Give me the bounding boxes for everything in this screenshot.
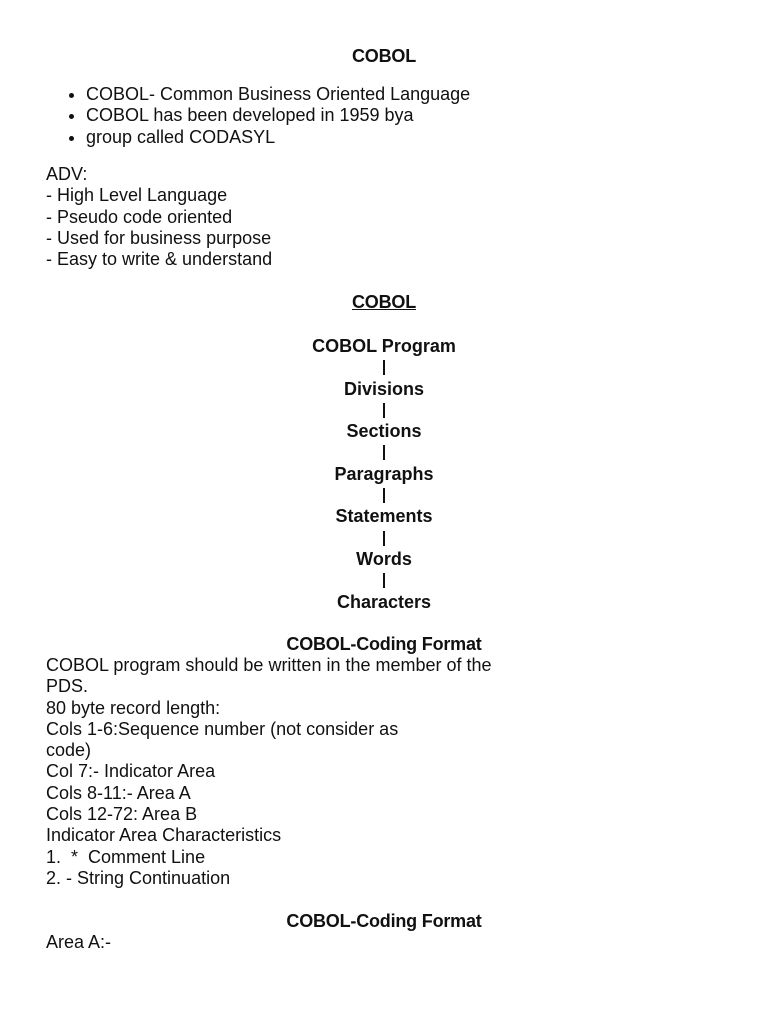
bullet-item: • group called CODASYL [86,127,768,148]
bullet-item: • COBOL- Common Business Oriented Language [86,84,768,105]
coding-line: Area A:- [46,932,112,952]
hierarchy-level: Statements [335,506,433,527]
hierarchy-level: Characters [336,591,432,612]
section-title-coding-format: COBOL-Coding Format [286,634,482,654]
hierarchy-level: COBOL Program [312,336,456,356]
coding-line: Cols 12-72: Area B [46,804,198,825]
hierarchy-connector [0,442,768,463]
bullet-item: • COBOL has been developed in 1959 bya [86,105,768,126]
hierarchy-connector [0,357,768,378]
hierarchy-connector [0,528,768,549]
coding-line: 1. * Comment Line [46,846,206,867]
advantages-heading: ADV: [46,164,88,184]
intro-bullet-list [46,84,768,148]
advantage-item: - High Level Language [46,185,228,206]
coding-line: Indicator Area Characteristics [46,825,282,846]
hierarchy-level: Divisions [343,378,425,399]
coding-format-2-body [46,932,506,953]
coding-format-body [46,655,506,889]
hierarchy-level: Sections [346,421,422,442]
hierarchy-connector [0,485,768,506]
advantage-item: - Pseudo code oriented [46,206,233,227]
hierarchy-connector [0,400,768,421]
coding-line: 80 byte record length: [46,697,221,718]
section-title-coding-format-2: COBOL-Coding Format [286,911,482,931]
coding-line: COBOL program should be written in the member of the PDS. [46,655,492,697]
advantage-item: - Easy to write & understand [46,249,273,270]
coding-line: Cols 8-11:- Area A [46,782,191,803]
hierarchy-level: Paragraphs [334,463,434,484]
page-title: COBOL [352,46,416,66]
advantages-section [46,164,746,270]
advantage-item: - Used for business purpose [46,227,272,248]
coding-line: Cols 1-6:Sequence number (not consider as code) [46,718,399,761]
section-title-hierarchy: COBOL [352,292,416,312]
coding-line: 2. - String Continuation [46,867,231,888]
coding-line: Col 7:- Indicator Area [46,761,216,782]
cobol-hierarchy-diagram [0,336,768,613]
hierarchy-level: Words [356,548,412,569]
hierarchy-connector [0,570,768,591]
